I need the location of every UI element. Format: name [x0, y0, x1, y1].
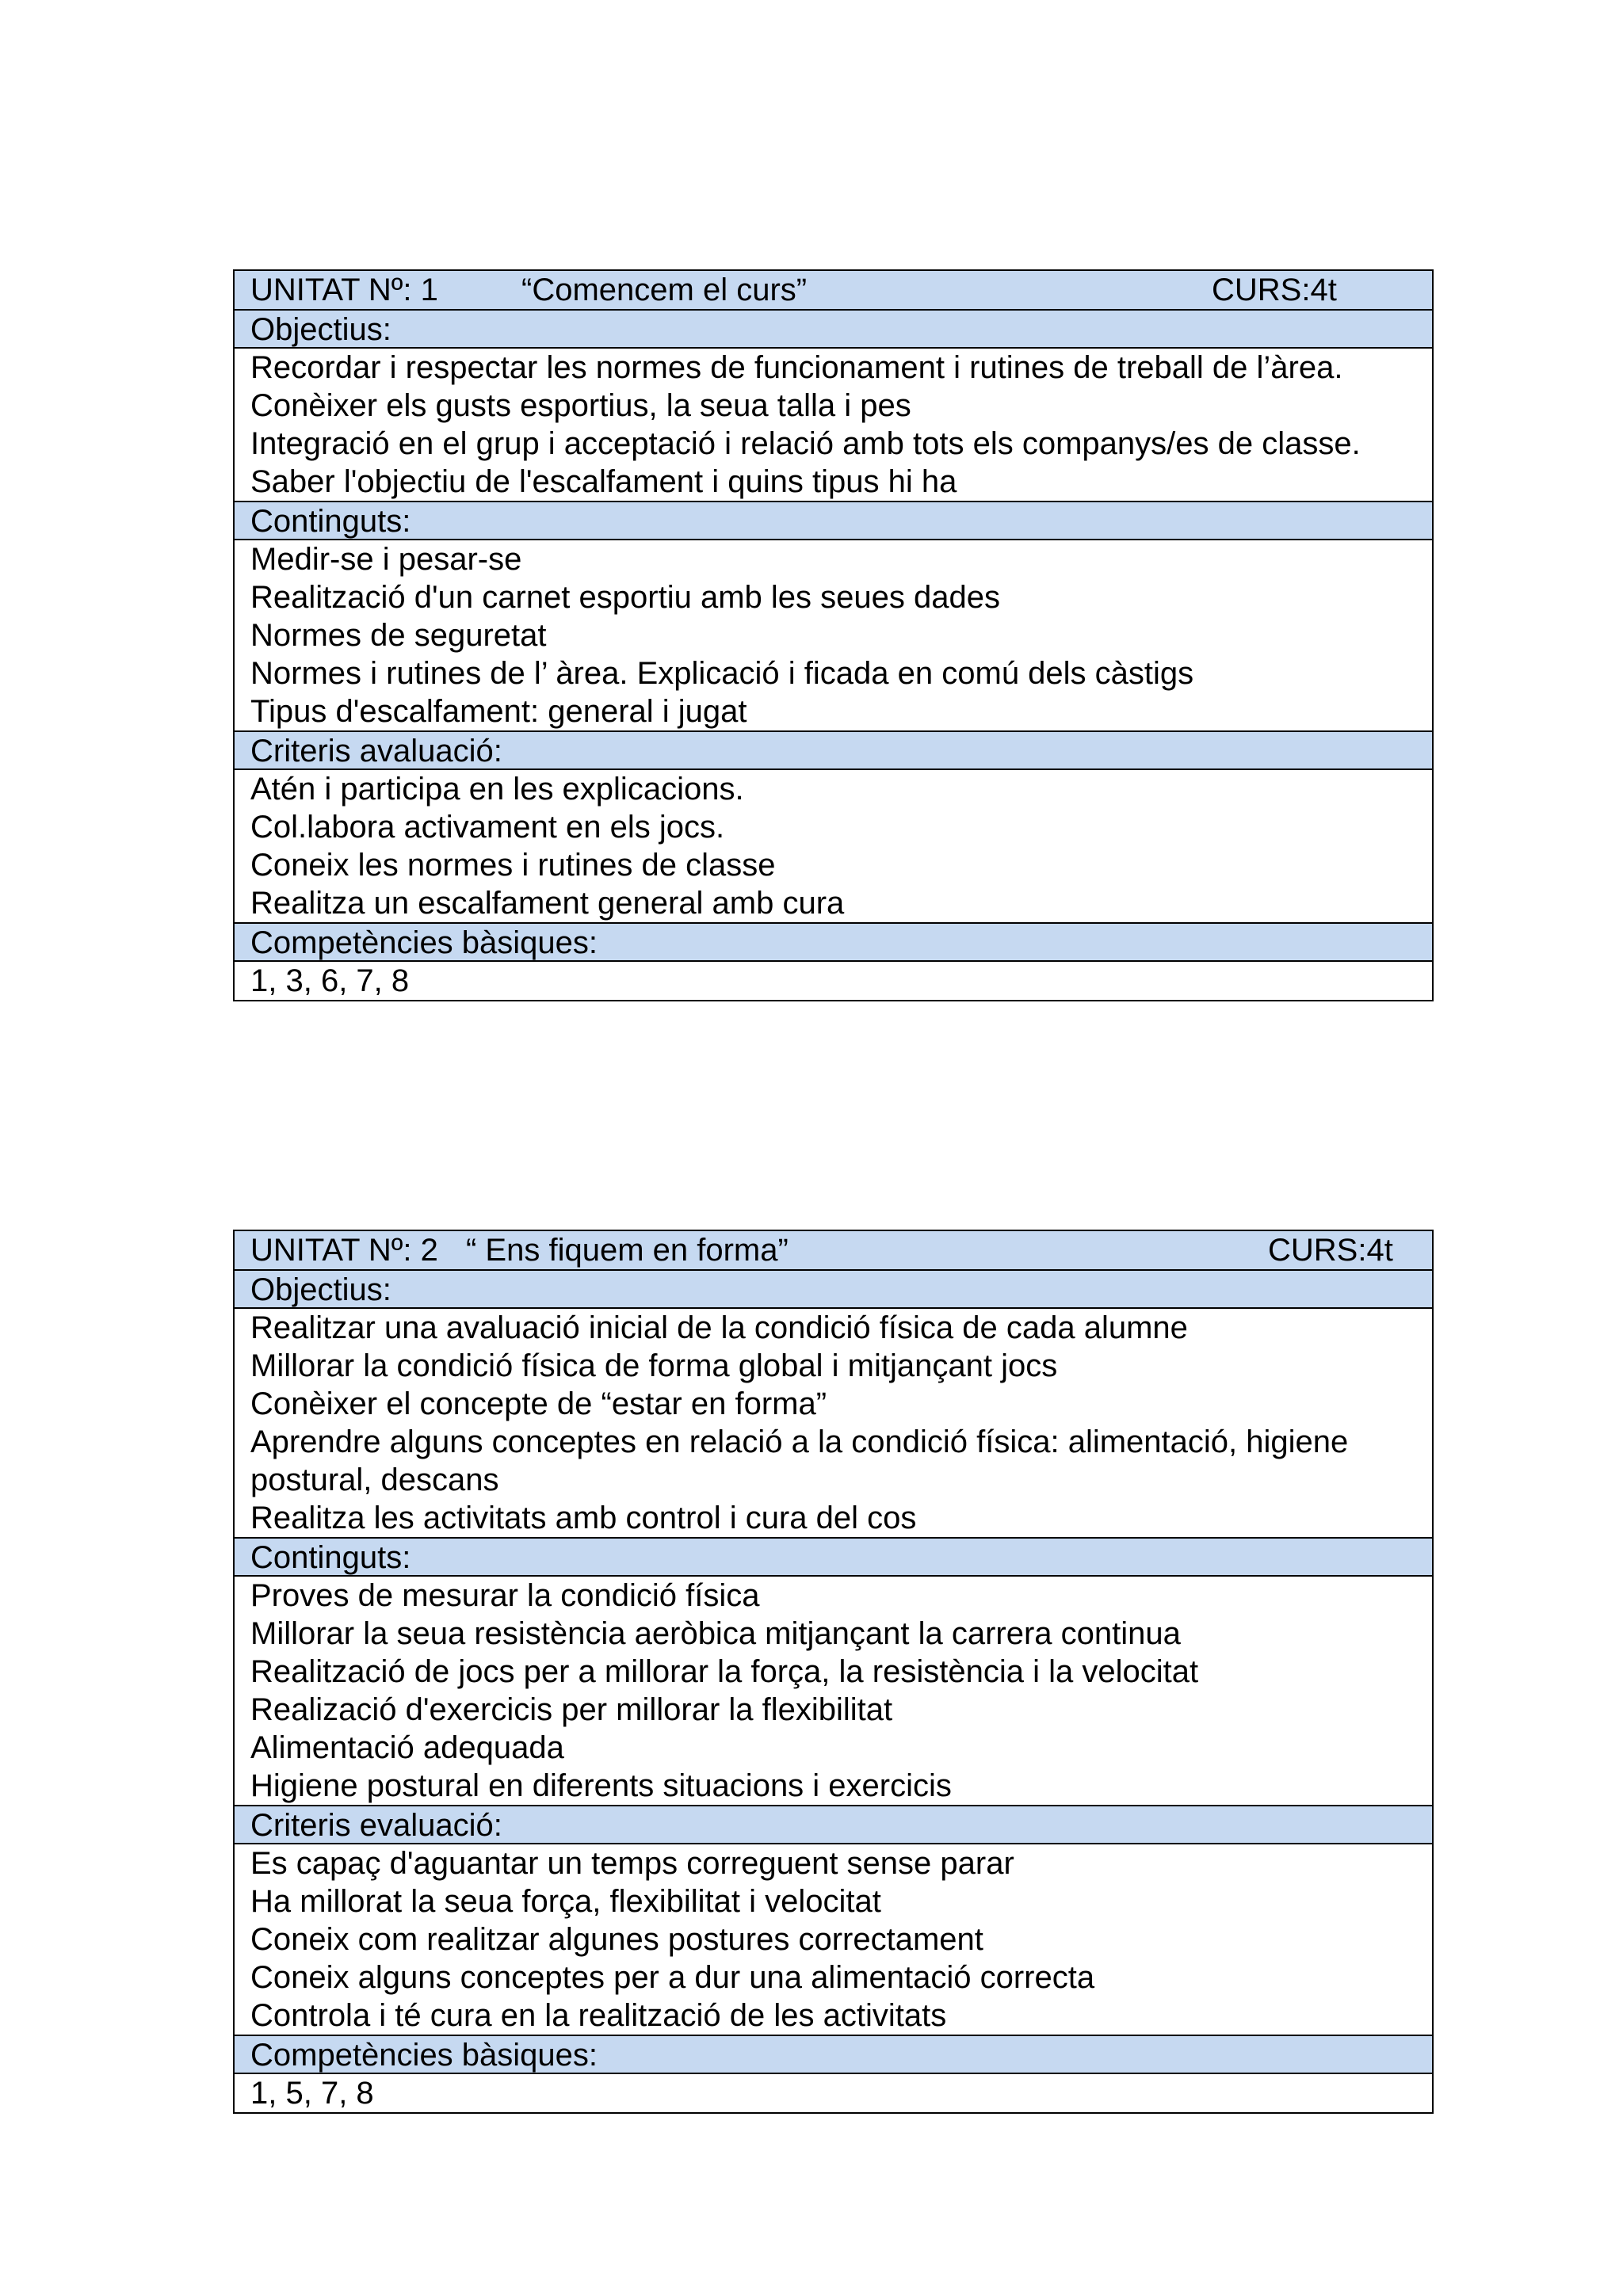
- unit-name: “Comencem el curs”: [521, 273, 808, 307]
- competencies-values: 1, 5, 7, 8: [250, 2076, 374, 2111]
- objectiu-item: Integració en el grup i acceptació i relació amb tots els companys/es de classe.: [250, 426, 1361, 461]
- contingut-item: Medir-se i pesar-se: [250, 542, 522, 577]
- unit-curs: CURS:4t: [1212, 273, 1337, 307]
- objectiu-item: Realitza les activitats amb control i cura del cos: [250, 1501, 917, 1535]
- competencies-values: 1, 3, 6, 7, 8: [250, 963, 410, 998]
- objectiu-item: Millorar la condició física de forma global i mitjançant jocs: [250, 1348, 1058, 1383]
- contingut-item: Millorar la seua resistència aeròbica mitjançant la carrera continua: [250, 1616, 1181, 1651]
- unit-table-1: [233, 269, 1434, 1001]
- continguts-heading: Continguts:: [235, 501, 1432, 539]
- criteri-item: Col.labora activament en els jocs.: [250, 810, 725, 845]
- competencies-list: [235, 2073, 1432, 2112]
- criteri-item: Coneix com realitzar algunes postures correctament: [250, 1922, 983, 1957]
- criteris-list: [235, 1843, 1432, 2035]
- continguts-heading: Continguts:: [235, 1537, 1432, 1575]
- competencies-heading: Competències bàsiques:: [235, 2035, 1432, 2073]
- objectiu-item: Realitzar una avaluació inicial de la condició física de cada alumne: [250, 1310, 1188, 1345]
- objectius-heading: Objectius:: [235, 1269, 1432, 1307]
- competencies-list: [235, 960, 1432, 1000]
- objectius-heading: Objectius:: [235, 309, 1432, 347]
- criteri-item: Controla i té cura en la realització de les activitats: [250, 1998, 947, 2033]
- continguts-list: [235, 1575, 1432, 1805]
- unit-title-row: [235, 271, 1432, 309]
- criteri-item: Es capaç d'aguantar un temps correguent sense parar: [250, 1846, 1014, 1881]
- contingut-item: Realizació d'exercicis per millorar la flexibilitat: [250, 1692, 893, 1727]
- continguts-list: [235, 539, 1432, 730]
- criteri-item: Realitza un escalfament general amb cura: [250, 886, 845, 921]
- objectius-list: [235, 1307, 1432, 1537]
- contingut-item: Realització d'un carnet esportiu amb les seues dades: [250, 580, 1000, 615]
- contingut-item: Normes de seguretat: [250, 618, 547, 653]
- unit-curs: CURS:4t: [1268, 1233, 1393, 1268]
- unit-table-2: [233, 1230, 1434, 2114]
- contingut-item: Higiene postural en diferents situacions i exercicis: [250, 1768, 952, 1803]
- contingut-item: Tipus d'escalfament: general i jugat: [250, 694, 747, 729]
- unit-number: UNITAT Nº: 2: [250, 1233, 438, 1268]
- objectiu-item: Conèixer el concepte de “estar en forma”: [250, 1386, 827, 1421]
- contingut-item: Realització de jocs per a millorar la força, la resistència i la velocitat: [250, 1654, 1199, 1689]
- criteris-heading: Criteris avaluació:: [235, 730, 1432, 769]
- criteri-item: Atén i participa en les explicacions.: [250, 772, 744, 807]
- objectiu-item: Recordar i respectar les normes de funcionament i rutines de treball de l’àrea.: [250, 350, 1343, 385]
- criteris-heading: Criteris evaluació:: [235, 1805, 1432, 1843]
- criteri-item: Coneix les normes i rutines de classe: [250, 848, 776, 883]
- unit-number: UNITAT Nº: 1: [250, 273, 438, 307]
- criteri-item: Coneix alguns conceptes per a dur una alimentació correcta: [250, 1960, 1095, 1995]
- criteri-item: Ha millorat la seua força, flexibilitat i velocitat: [250, 1884, 881, 1919]
- contingut-item: Alimentació adequada: [250, 1730, 564, 1765]
- unit-name: “ Ens fiquem en forma”: [466, 1233, 789, 1268]
- contingut-item: Proves de mesurar la condició física: [250, 1578, 760, 1613]
- objectius-list: [235, 347, 1432, 501]
- criteris-list: [235, 769, 1432, 922]
- contingut-item: Normes i rutines de l’ àrea. Explicació i ficada en comú dels càstigs: [250, 656, 1194, 691]
- competencies-heading: Competències bàsiques:: [235, 922, 1432, 960]
- objectiu-item: Aprendre alguns conceptes en relació a la condició física: alimentació, higiene: [250, 1425, 1349, 1459]
- objectiu-item: Saber l'objectiu de l'escalfament i quins tipus hi ha: [250, 464, 957, 499]
- objectiu-item: Conèixer els gusts esportius, la seua talla i pes: [250, 388, 911, 423]
- unit-title-row: [235, 1231, 1432, 1269]
- objectiu-item: postural, descans: [250, 1463, 499, 1497]
